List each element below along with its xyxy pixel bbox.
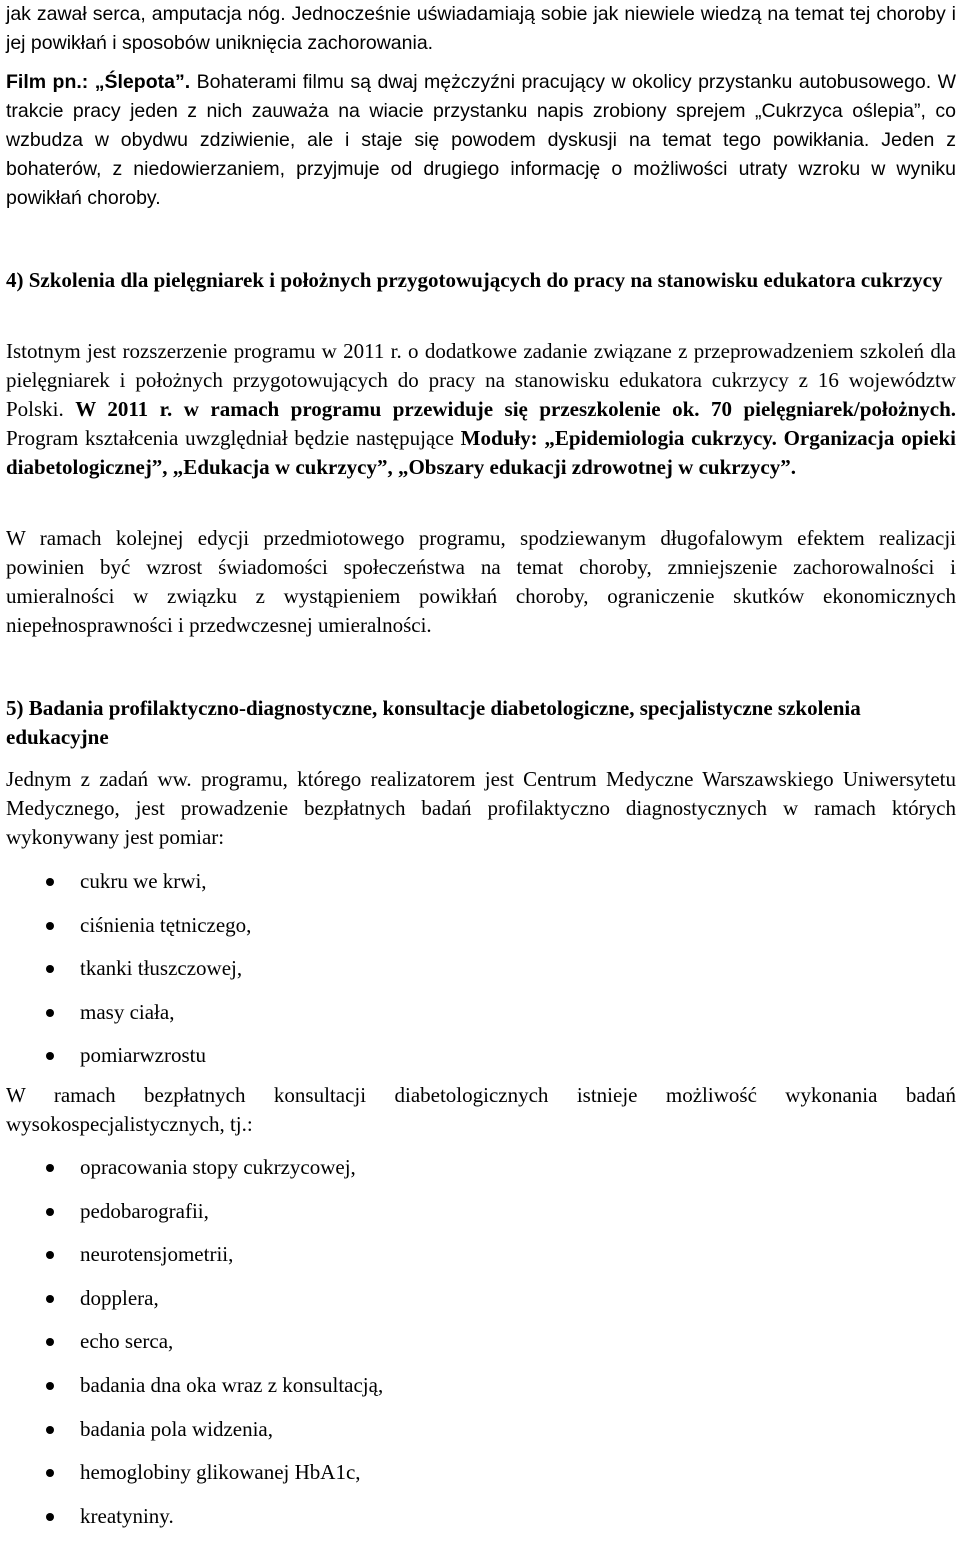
- list-item: kreatyniny.: [6, 1502, 956, 1545]
- film-paragraph: [6, 68, 956, 213]
- intro-text: jak zawał serca, amputacja nóg. Jednocześnie uświadamiają sobie jak niewiele wiedzą na temat tej choroby i jej powikłań i sposobów uniknięcia zachorowania.: [6, 3, 956, 54]
- film-description: Bohaterami filmu są dwaj mężczyźni pracujący w okolicy przystanku autobusowego. W trakcie pracy jeden z nich zauważa na wiacie przystanku napis zrobiony sprejem „Cukrzyca oślepia”, co wzbudza w obydwu zdziwienie, ale i staje się powodem dyskusji na temat tego powikłania. Jeden z bohaterów, z niedowierzaniem, przyjmuje od drugiego informację o możliwości utraty wzroku w wyniku powikłań choroby.: [6, 71, 956, 209]
- section-4-title: 4) Szkolenia dla pielęgniarek i położnych przygotowujących do pracy na stanowisku edukatora cukrzycy: [6, 268, 943, 292]
- list-item: masy ciała,: [6, 998, 956, 1042]
- specialist-test-items: [6, 1153, 956, 1545]
- section-4-text-1a: Istotnym jest rozszerzenie programu w 2011 r. o dodatkowe zadanie związane z przeprowadzeniem szkoleń dla pielęgniarek i położnych przygotowujących do pracy na stanowisku edukatora cukrzycy z 16 województw Polski.: [6, 339, 956, 421]
- measurement-list: [6, 867, 956, 1085]
- section-5-paragraph-2: [6, 1081, 956, 1139]
- list-item: opracowania stopy cukrzycowej,: [6, 1153, 956, 1197]
- section-5-text-2: W ramach bezpłatnych konsultacji diabetologicznych istnieje możliwość wykonania badań wysokospecjalistycznych, tj.:: [6, 1083, 956, 1136]
- film-label: Film pn.: „Ślepota”.: [6, 71, 191, 93]
- section-5-paragraph-1: [6, 765, 956, 852]
- list-item: tkanki tłuszczowej,: [6, 954, 956, 998]
- section-4-paragraph-2: [6, 524, 956, 640]
- section-4-text-1: [6, 337, 956, 482]
- list-item: pomiarwzrostu: [6, 1041, 956, 1085]
- section-4-text-2: W ramach kolejnej edycji przedmiotowego programu, spodziewanym długofalowym efektem realizacji powinien być wzrost świadomości społeczeństwa na temat choroby, zmniejszenie zachorowalności i umieralności w związku z wystąpieniem powikłań choroby, ograniczenie skutków ekonomicznych niepełnosprawności i przedwczesnej umieralności.: [6, 526, 956, 637]
- section-5-heading: [6, 694, 956, 752]
- list-item: dopplera,: [6, 1284, 956, 1328]
- film-text: [6, 68, 956, 213]
- section-4-paragraph-1: [6, 337, 956, 482]
- measurement-items: [6, 867, 956, 1085]
- list-item: neurotensjometrii,: [6, 1240, 956, 1284]
- list-item: echo serca,: [6, 1327, 956, 1371]
- section-4-text-1c: Program kształcenia uwzględniał będzie następujące: [6, 426, 461, 450]
- section-4-text-1b: W 2011 r. w ramach programu przewiduje się przeszkolenie ok. 70 pielęgniarek/położnych.: [75, 397, 956, 421]
- list-item: badania pola widzenia,: [6, 1415, 956, 1459]
- section-4-heading: [6, 266, 956, 295]
- section-4-text-1d: Moduły: „Epidemiologia cukrzycy. Organizacja opieki diabetologicznej”, „Edukacja w cukrzycy”, „Obszary edukacji zdrowotnej w cukrzycy”.: [6, 426, 956, 479]
- list-item: pedobarografii,: [6, 1197, 956, 1241]
- list-item: ciśnienia tętniczego,: [6, 911, 956, 955]
- section-5-text-1: Jednym z zadań ww. programu, którego realizatorem jest Centrum Medyczne Warszawskiego Uniwersytetu Medycznego, jest prowadzenie bezpłatnych badań profilaktyczno diagnostycznych w ramach których wykonywany jest pomiar:: [6, 767, 956, 849]
- section-5-title: 5) Badania profilaktyczno-diagnostyczne, konsultacje diabetologiczne, specjalistyczne szkolenia edukacyjne: [6, 696, 861, 749]
- intro-paragraph: [6, 0, 956, 58]
- list-item: hemoglobiny glikowanej HbA1c,: [6, 1458, 956, 1502]
- list-item: badania dna oka wraz z konsultacją,: [6, 1371, 956, 1415]
- specialist-tests-list: [6, 1153, 956, 1545]
- list-item: cukru we krwi,: [6, 867, 956, 911]
